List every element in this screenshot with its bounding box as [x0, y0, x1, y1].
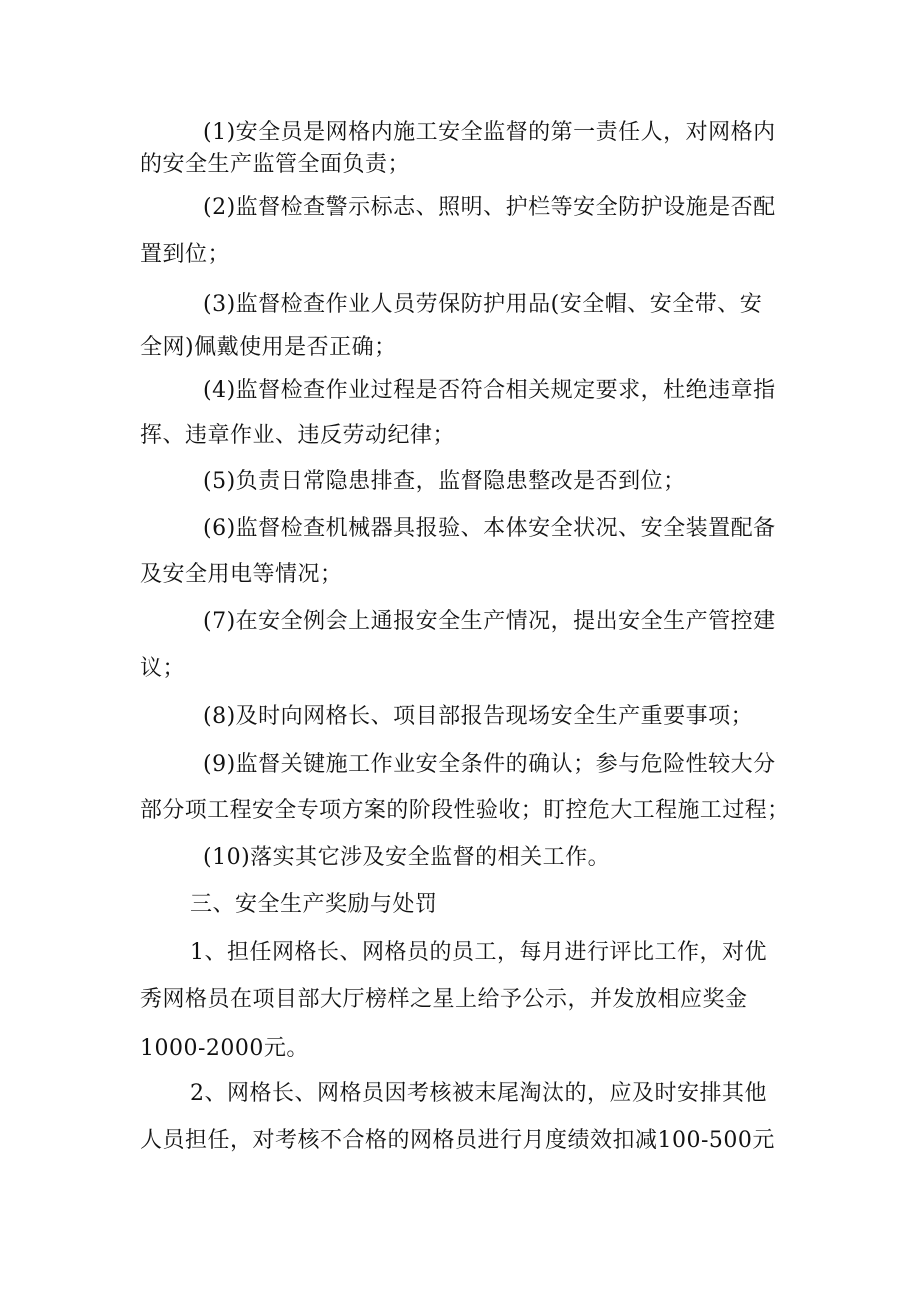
item-5-line-1: (5)负责日常隐患排查，监督隐患整改是否到位； — [203, 469, 686, 494]
item-1-line-1: (1)安全员是网格内施工安全监督的第一责任人，对网格内 — [203, 120, 776, 145]
item-7-line-2: 议； — [140, 656, 186, 681]
paragraph-1-line-2: 秀网格员在项目部大厅榜样之星上给予公示，并发放相应奖金 — [140, 987, 748, 1012]
item-4-line-1: (4)监督检查作业过程是否符合相关规定要求，杜绝违章指 — [203, 378, 776, 403]
item-2-line-1: (2)监督检查警示标志、照明、护栏等安全防护设施是否配 — [203, 195, 776, 220]
item-6-line-1: (6)监督检查机械器具报验、本体安全状况、安全装置配备 — [203, 516, 776, 541]
item-3-line-1: (3)监督检查作业人员劳保防护用品(安全帽、安全带、安 — [203, 292, 763, 317]
item-9-line-2: 部分项工程安全专项方案的阶段性验收；盯控危大工程施工过程； — [140, 798, 790, 823]
item-9-line-1: (9)监督关键施工作业安全条件的确认；参与危险性较大分 — [203, 752, 776, 777]
item-4-line-2: 挥、违章作业、违反劳动纪律； — [140, 423, 456, 448]
paragraph-1-line-3: 1000-2000元。 — [140, 1036, 309, 1061]
item-7-line-1: (7)在安全例会上通报安全生产情况，提出安全生产管控建 — [203, 609, 776, 634]
item-3-line-2: 全网)佩戴使用是否正确； — [140, 335, 397, 360]
paragraph-2-line-2: 人员担任，对考核不合格的网格员进行月度绩效扣减100-500元 — [140, 1128, 775, 1153]
paragraph-2-line-1: 2、网格长、网格员因考核被末尾淘汰的，应及时安排其他 — [190, 1081, 767, 1106]
item-8-line-1: (8)及时向网格长、项目部报告现场安全生产重要事项； — [203, 704, 754, 729]
item-6-line-2: 及安全用电等情况； — [140, 562, 343, 587]
item-2-line-2: 置到位； — [140, 242, 231, 267]
item-10-line-1: (10)落实其它涉及安全监督的相关工作。 — [203, 845, 611, 870]
paragraph-1-line-1: 1、担任网格长、网格员的员工，每月进行评比工作，对优 — [190, 940, 767, 965]
section-heading: 三、安全生产奖励与处罚 — [190, 892, 438, 917]
item-1-line-2: 的安全生产监管全面负责； — [140, 152, 411, 177]
